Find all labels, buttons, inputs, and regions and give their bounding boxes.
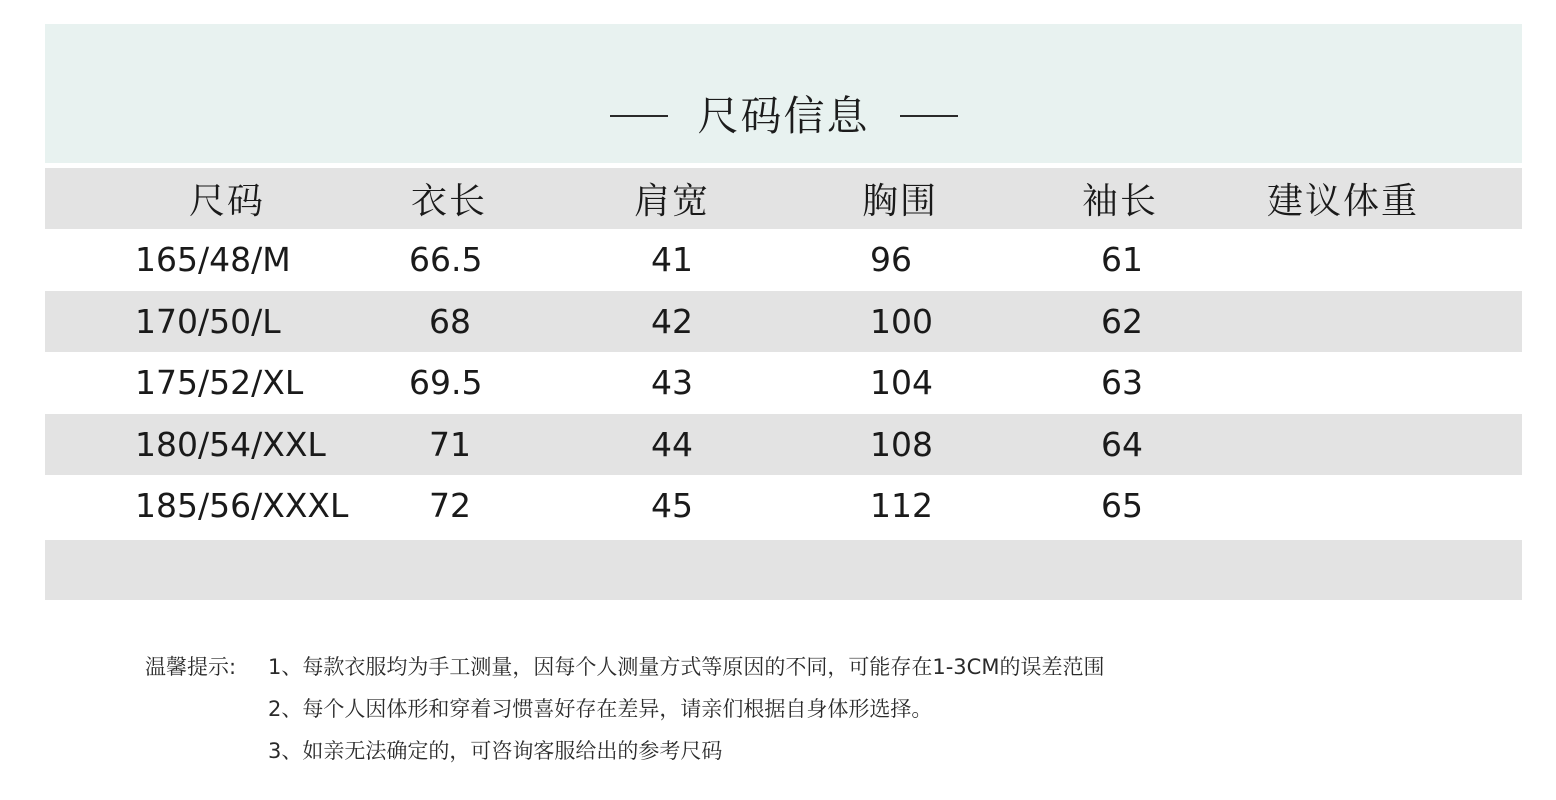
title-rule-right [900,115,958,117]
size-table [45,168,1522,600]
header-sleeve: 袖长 [1082,181,1159,222]
cell-sleeve: 65 [1101,486,1143,526]
table-row [45,352,1522,414]
cell-shoulder: 43 [651,363,693,403]
tip-text: 3、如亲无法确定的，可咨询客服给出的参考尺码 [268,739,723,763]
table-row [45,414,1522,476]
tip-line [145,646,1345,688]
header-chest: 胸围 [862,181,939,222]
tips-label: 温馨提示: [145,655,237,679]
cell-shoulder: 45 [651,486,693,526]
cell-chest: 100 [870,301,933,341]
tip-line [145,688,1345,730]
cell-size: 165/48/M [135,240,291,280]
cell-size: 170/50/L [135,301,281,341]
cell-shoulder: 42 [651,301,693,341]
cell-length: 69.5 [409,363,483,403]
cell-sleeve: 62 [1101,301,1143,341]
cell-size: 175/52/XL [135,363,304,403]
cell-size: 180/54/XXL [135,424,326,464]
cell-length: 66.5 [409,240,483,280]
cell-sleeve: 63 [1101,363,1143,403]
cell-length: 72 [429,486,471,526]
header-weight: 建议体重 [1267,181,1420,222]
cell-chest: 96 [870,240,912,280]
title-wrap [45,88,1522,144]
tip-text: 1、每款衣服均为手工测量，因每个人测量方式等原因的不同，可能存在1-3CM的误差范围 [268,655,1105,679]
cell-sleeve: 61 [1101,240,1143,280]
table-row [45,229,1522,291]
header-shoulder: 肩宽 [634,181,711,222]
cell-length: 68 [429,301,471,341]
page-title: 尺码信息 [697,92,870,140]
tip-text: 2、每个人因体形和穿着习惯喜好存在差异，请亲们根据自身体形选择。 [268,697,933,721]
title-band [45,24,1522,163]
cell-length: 71 [429,424,471,464]
title-rule-left [610,115,668,117]
table-row [45,291,1522,353]
header-size: 尺码 [189,181,266,222]
cell-size: 185/56/XXXL [135,486,349,526]
cell-sleeve: 64 [1101,424,1143,464]
table-header-row [45,168,1522,229]
table-row [45,475,1522,537]
cell-shoulder: 41 [651,240,693,280]
cell-chest: 112 [870,486,933,526]
table-footer-band [45,540,1522,600]
cell-chest: 108 [870,424,933,464]
cell-chest: 104 [870,363,933,403]
tip-line [145,730,1345,772]
tips-section [145,646,1345,772]
header-length: 衣长 [411,181,488,222]
cell-shoulder: 44 [651,424,693,464]
